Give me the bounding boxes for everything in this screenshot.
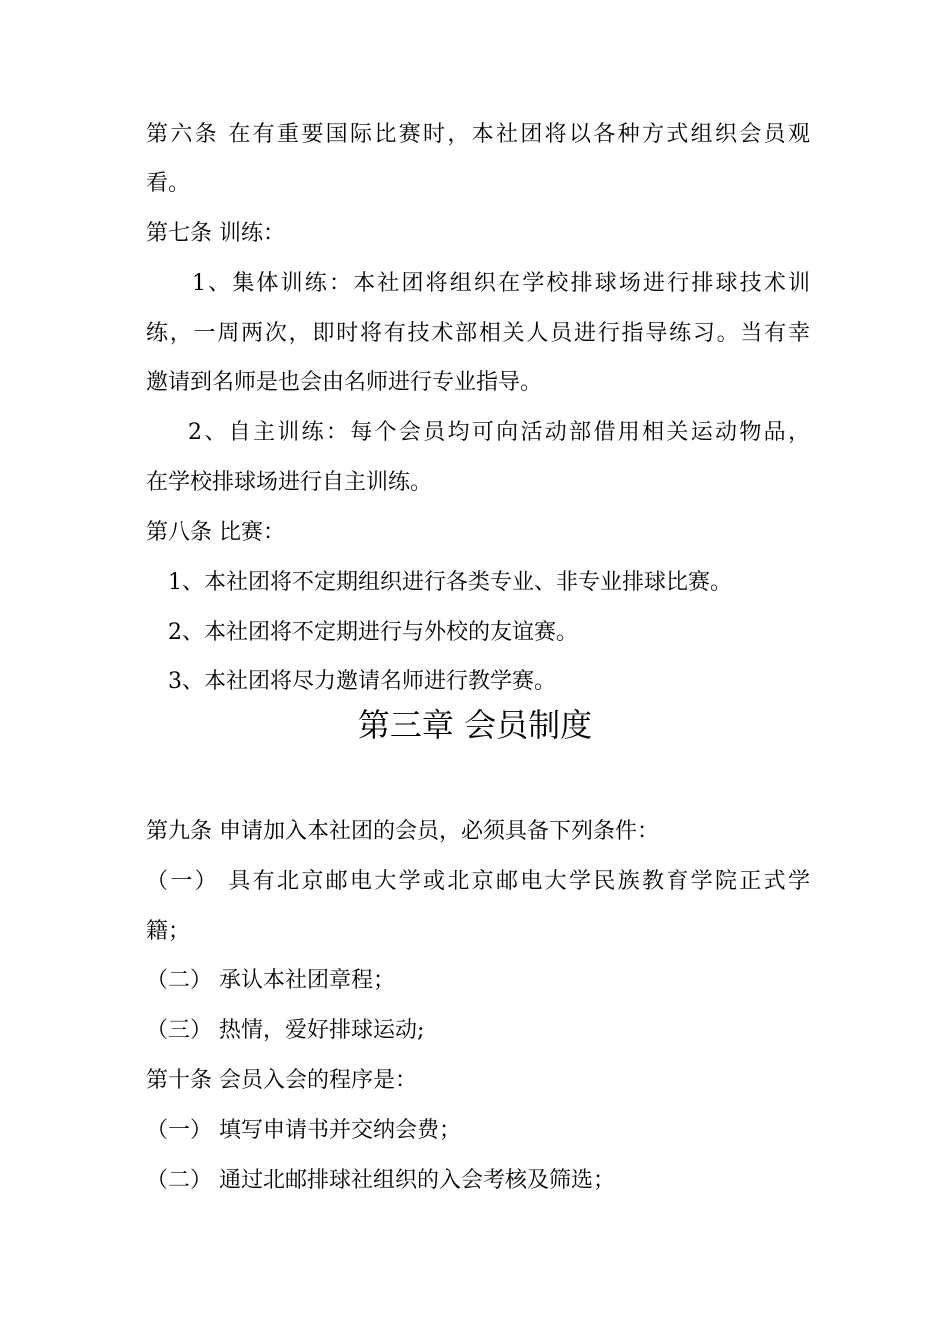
article-7-item-2-line-2: 在学校排球场进行自主训练。 (146, 470, 433, 495)
article-10-title: 第十条 会员入会的程序是： (146, 1068, 417, 1093)
article-8-item-1: 1、本社团将不定期组织进行各类专业、非专业排球比赛。 (168, 570, 732, 595)
article-6-line-1: 第六条 在有重要国际比赛时，本社团将以各种方式组织会员观 (146, 122, 810, 147)
article-9-item-1-line-2: 籍； (146, 919, 191, 944)
article-7-item-1-line-3: 邀请到名师是也会由名师进行专业指导。 (146, 370, 543, 395)
article-9-title: 第九条 申请加入本社团的会员，必须具备下列条件： (146, 819, 659, 844)
article-9-item-3: （三） 热情，爱好排球运动; (146, 1018, 425, 1043)
article-7-title: 第七条 训练： (146, 221, 285, 246)
article-8-item-3: 3、本社团将尽力邀请名师进行教学赛。 (168, 669, 556, 694)
article-8-title: 第八条 比赛： (146, 520, 285, 545)
article-10-item-2: （二） 通过北邮排球社组织的入会考核及筛选； (146, 1168, 615, 1193)
chapter-3-heading: 第三章 会员制度 (357, 706, 593, 744)
article-6-line-2: 看。 (146, 171, 191, 196)
article-10-item-1: （一） 填写申请书并交纳会费； (146, 1118, 461, 1143)
article-7-item-1-line-2: 练，一周两次，即时将有技术部相关人员进行指导练习。当有幸 (146, 321, 810, 346)
article-7-item-1-line-1: 1、集体训练：本社团将组织在学校排球场进行排球技术训 (192, 271, 810, 296)
article-9-item-2: （二） 承认本社团章程； (146, 968, 395, 993)
article-9-item-1-line-1: （一） 具有北京邮电大学或北京邮电大学民族教育学院正式学 (146, 869, 810, 894)
article-7-item-2-line-1: 2、自主训练：每个会员均可向活动部借用相关运动物品， (188, 420, 810, 445)
article-8-item-2: 2、本社团将不定期进行与外校的友谊赛。 (168, 620, 578, 645)
